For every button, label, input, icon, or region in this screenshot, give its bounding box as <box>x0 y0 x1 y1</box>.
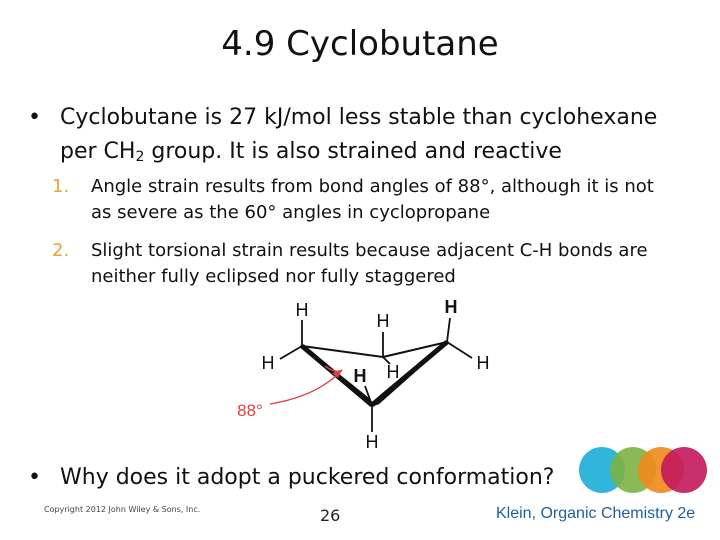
h-label-top-right: H <box>444 297 458 317</box>
subscript-2: 2 <box>135 149 145 165</box>
ch-bond-right-out <box>447 342 472 358</box>
h-label-left: H <box>261 353 275 373</box>
h-label-top-left: H <box>295 300 309 320</box>
footer-page-number: 26 <box>320 506 341 525</box>
h-label-center: H <box>386 362 400 382</box>
h-label-top-center: H <box>376 311 390 331</box>
numbered-item-2-line-1: Slight torsional strain results because adjacent C-H bonds are <box>91 240 648 261</box>
numbered-item-1-line-1: Angle strain results from bond angles of 88°, although it is not <box>91 176 654 197</box>
footer-copyright: Copyright 2012 John Wiley & Sons, Inc. <box>44 505 201 514</box>
slide-title: 4.9 Cyclobutane <box>221 24 499 64</box>
ch-bond-left-out <box>280 346 302 359</box>
h-label-center-bold: H <box>353 366 367 386</box>
numbered-item-1-line-2: as severe as the 60° angles in cyclopropane <box>91 202 491 223</box>
bullet-2-text: Why does it adopt a puckered conformation? <box>60 465 555 490</box>
footer-book-title: Klein, Organic Chemistry 2e <box>496 505 696 522</box>
h-label-bottom: H <box>365 432 379 452</box>
numbered-item-1-number: 1. <box>52 176 70 197</box>
bullet-1-line-2-pre: per CH <box>60 139 136 164</box>
ch-bond-right-up <box>447 318 450 342</box>
angle-label: 88° <box>237 401 263 420</box>
angle-arrow-line <box>270 370 342 404</box>
bullet-marker: • <box>28 465 41 490</box>
h-label-right: H <box>476 353 490 373</box>
logo-circle-magenta <box>661 447 707 493</box>
numbered-item-2-line-2: neither fully eclipsed nor fully staggered <box>91 266 456 287</box>
publisher-logo <box>576 446 710 496</box>
bullet-1-line-1: Cyclobutane is 27 kJ/mol less stable than cyclohexane <box>60 105 658 130</box>
bullet-marker: • <box>28 105 41 130</box>
numbered-item-2-number: 2. <box>52 240 70 261</box>
bullet-1-line-2-post: group. It is also strained and reactive <box>144 139 562 164</box>
